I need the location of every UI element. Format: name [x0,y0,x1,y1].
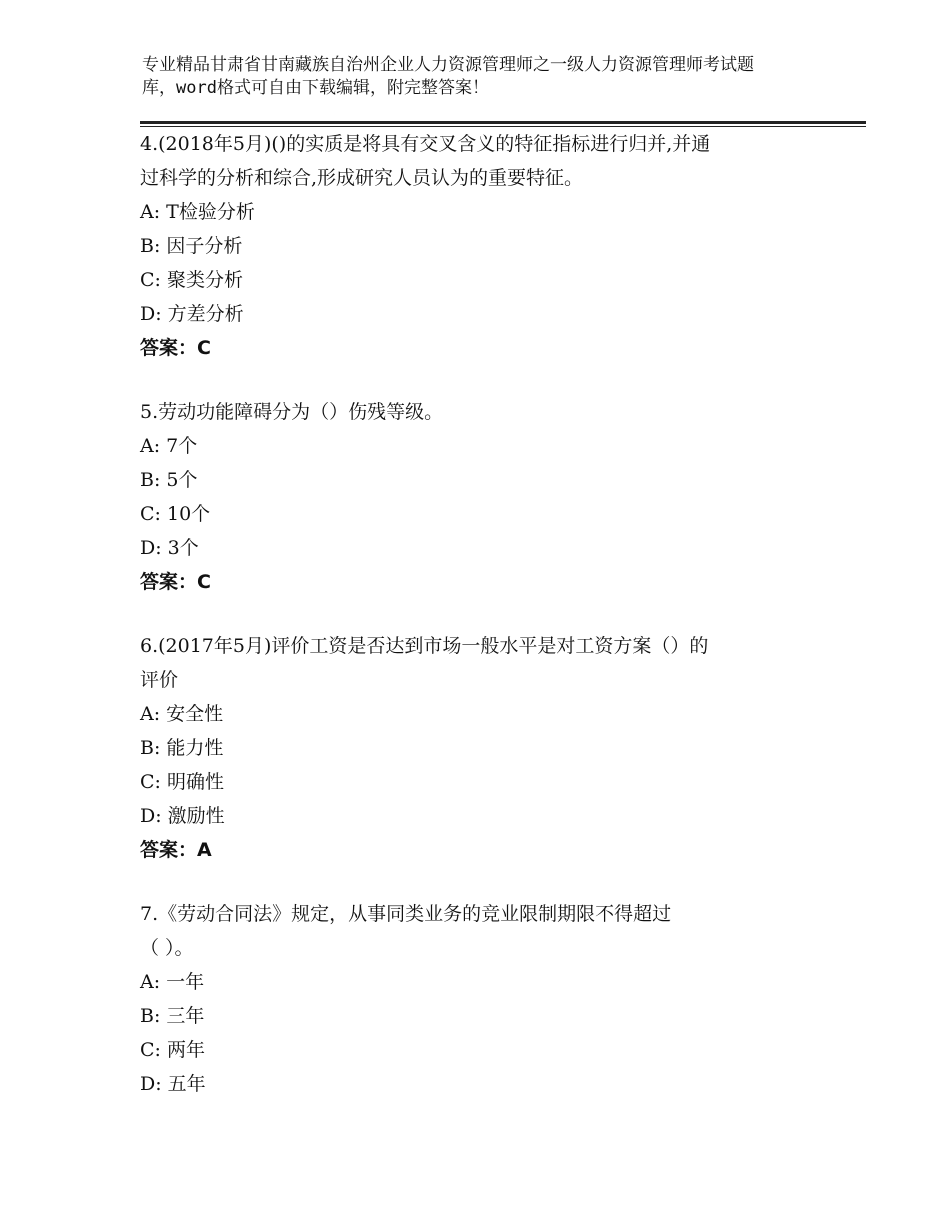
header-line-1: 专业精品甘肃省甘南藏族自治州企业人力资源管理师之一级人力资源管理师考试题 [142,55,754,75]
question-text-line: 6.(2017年5月)评价工资是否达到市场一般水平是对工资方案（）的 [140,635,709,657]
answer-label: 答案：A [140,839,212,861]
header-line-2: 库，word格式可自由下载编辑，附完整答案！ [142,78,489,98]
option-b: B: 5个 [140,469,198,491]
option-c: C: 10个 [140,503,211,525]
option-c: C: 两年 [140,1039,205,1061]
question-5 [140,395,840,599]
option-b: B: 三年 [140,1005,205,1027]
option-c: C: 明确性 [140,771,224,793]
option-c: C: 聚类分析 [140,269,243,291]
option-d: D: 方差分析 [140,303,244,325]
question-text-line: 7.《劳动合同法》规定，从事同类业务的竞业限制期限不得超过 [140,903,672,925]
option-a: A: 安全性 [140,703,224,725]
document-header [142,54,842,100]
header-rule-thick [140,121,866,124]
question-text-line: （ ）。 [140,937,194,959]
question-text-line: 5.劳动功能障碍分为（）伤残等级。 [140,401,444,423]
question-4 [140,127,840,365]
question-6 [140,629,840,867]
option-a: A: T检验分析 [140,201,255,223]
option-d: D: 激励性 [140,805,225,827]
answer-label: 答案：C [140,337,211,359]
option-a: A: 一年 [140,971,205,993]
answer-label: 答案：C [140,571,211,593]
option-d: D: 五年 [140,1073,206,1095]
question-list [140,127,840,1131]
option-a: A: 7个 [140,435,198,457]
question-text-line: 过科学的分析和综合,形成研究人员认为的重要特征。 [140,167,584,189]
question-text-line: 评价 [140,669,179,691]
option-b: B: 因子分析 [140,235,243,257]
option-b: B: 能力性 [140,737,224,759]
question-7 [140,897,840,1101]
question-text-line: 4.(2018年5月)()的实质是将具有交叉含义的特征指标进行归并,并通 [140,133,711,155]
option-d: D: 3个 [140,537,199,559]
